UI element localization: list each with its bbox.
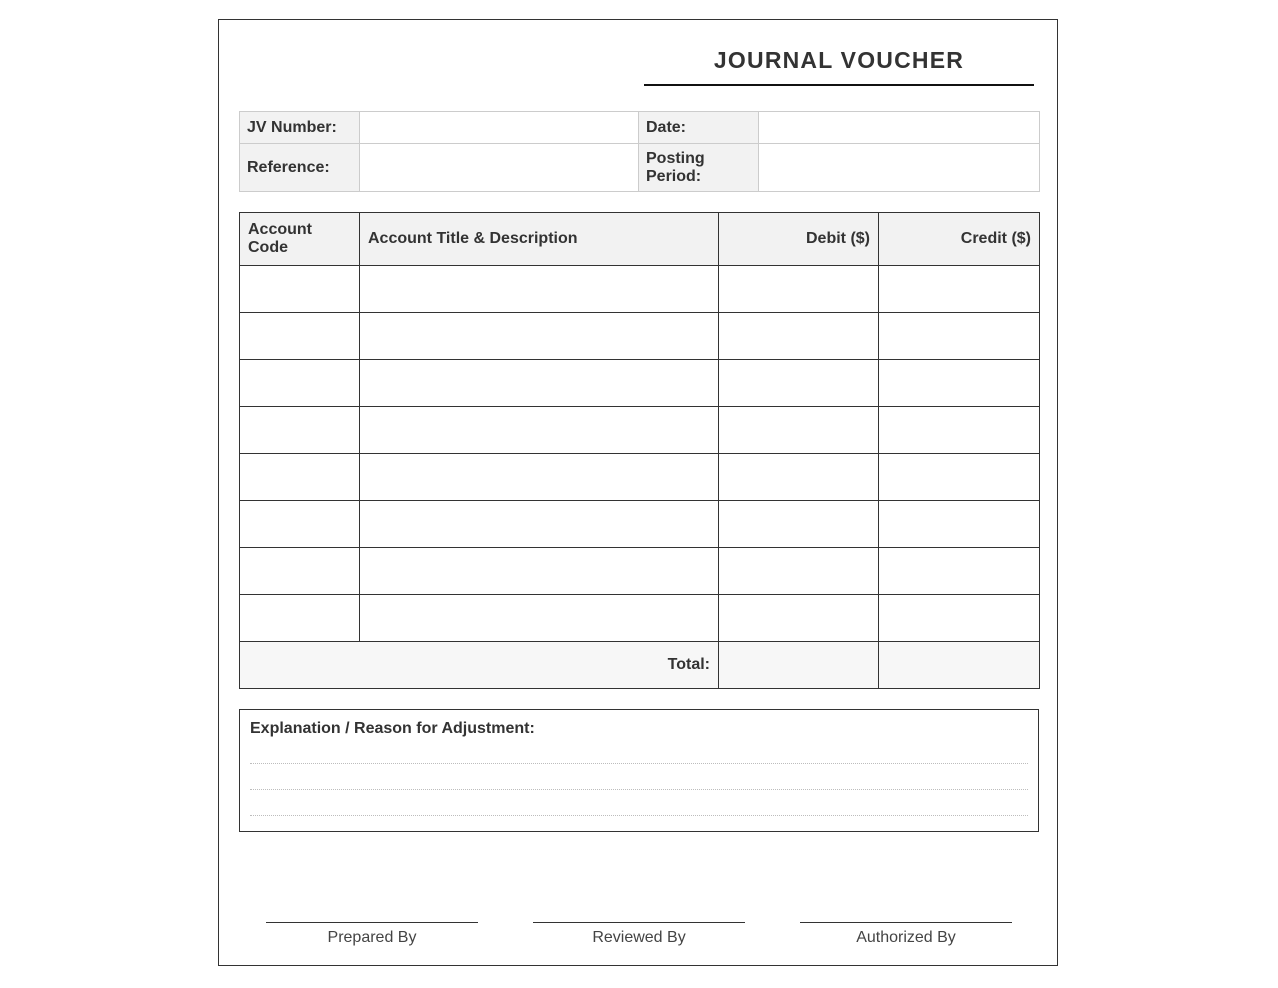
credit-cell[interactable] xyxy=(879,360,1040,407)
table-row xyxy=(240,266,1040,313)
account-code-cell[interactable] xyxy=(240,548,360,595)
account-title-cell[interactable] xyxy=(360,360,719,407)
explanation-label: Explanation / Reason for Adjustment: xyxy=(250,720,535,737)
column-header-credit: Credit ($) xyxy=(879,213,1040,266)
debit-cell[interactable] xyxy=(719,548,879,595)
credit-cell[interactable] xyxy=(879,454,1040,501)
account-code-cell[interactable] xyxy=(240,454,360,501)
voucher-info-table xyxy=(239,111,1040,192)
signature-line[interactable] xyxy=(266,922,478,923)
info-row-2 xyxy=(240,144,1040,192)
credit-cell[interactable] xyxy=(879,266,1040,313)
debit-cell[interactable] xyxy=(719,266,879,313)
jv-number-label: JV Number: xyxy=(240,112,360,144)
posting-period-label: Posting Period: xyxy=(639,144,759,192)
table-row xyxy=(240,407,1040,454)
credit-cell[interactable] xyxy=(879,313,1040,360)
explanation-box[interactable] xyxy=(239,709,1039,832)
debit-cell[interactable] xyxy=(719,407,879,454)
signature-label: Reviewed By xyxy=(592,929,686,946)
title-block xyxy=(644,46,1034,86)
date-field[interactable] xyxy=(759,112,1040,144)
table-row xyxy=(240,595,1040,642)
table-row xyxy=(240,360,1040,407)
account-code-cell[interactable] xyxy=(240,360,360,407)
credit-cell[interactable] xyxy=(879,548,1040,595)
reference-label: Reference: xyxy=(240,144,360,192)
column-header-debit: Debit ($) xyxy=(719,213,879,266)
account-title-cell[interactable] xyxy=(360,501,719,548)
entries-header-row xyxy=(240,213,1040,266)
debit-cell[interactable] xyxy=(719,501,879,548)
account-code-cell[interactable] xyxy=(240,595,360,642)
debit-cell[interactable] xyxy=(719,595,879,642)
voucher-page xyxy=(218,19,1058,966)
signature-authorized-by xyxy=(800,922,1012,948)
reference-field[interactable] xyxy=(360,144,639,192)
table-row xyxy=(240,313,1040,360)
table-row xyxy=(240,548,1040,595)
debit-cell[interactable] xyxy=(719,360,879,407)
credit-cell[interactable] xyxy=(879,407,1040,454)
signature-line[interactable] xyxy=(800,922,1012,923)
signature-reviewed-by xyxy=(533,922,745,948)
account-title-cell[interactable] xyxy=(360,266,719,313)
signature-label: Prepared By xyxy=(327,929,417,946)
account-code-cell[interactable] xyxy=(240,266,360,313)
debit-cell[interactable] xyxy=(719,454,879,501)
credit-cell[interactable] xyxy=(879,501,1040,548)
page-title: JOURNAL VOUCHER xyxy=(713,47,965,73)
signature-prepared-by xyxy=(266,922,478,948)
table-row xyxy=(240,501,1040,548)
explanation-line xyxy=(250,789,1028,790)
journal-entries-table xyxy=(239,212,1040,689)
column-header-account-code: Account Code xyxy=(240,213,360,266)
explanation-line xyxy=(250,815,1028,816)
signature-label: Authorized By xyxy=(856,929,956,946)
column-header-account-title: Account Title & Description xyxy=(360,213,719,266)
posting-period-field[interactable] xyxy=(759,144,1040,192)
account-code-cell[interactable] xyxy=(240,501,360,548)
account-title-cell[interactable] xyxy=(360,454,719,501)
total-label: Total: xyxy=(240,642,719,689)
account-title-cell[interactable] xyxy=(360,407,719,454)
jv-number-field[interactable] xyxy=(360,112,639,144)
date-label: Date: xyxy=(639,112,759,144)
total-credit-cell[interactable] xyxy=(879,642,1040,689)
account-code-cell[interactable] xyxy=(240,407,360,454)
account-title-cell[interactable] xyxy=(360,548,719,595)
debit-cell[interactable] xyxy=(719,313,879,360)
total-row xyxy=(240,642,1040,689)
account-title-cell[interactable] xyxy=(360,595,719,642)
account-title-cell[interactable] xyxy=(360,313,719,360)
signature-line[interactable] xyxy=(533,922,745,923)
account-code-cell[interactable] xyxy=(240,313,360,360)
info-row-1 xyxy=(240,112,1040,144)
explanation-line xyxy=(250,763,1028,764)
credit-cell[interactable] xyxy=(879,595,1040,642)
table-row xyxy=(240,454,1040,501)
total-debit-cell[interactable] xyxy=(719,642,879,689)
